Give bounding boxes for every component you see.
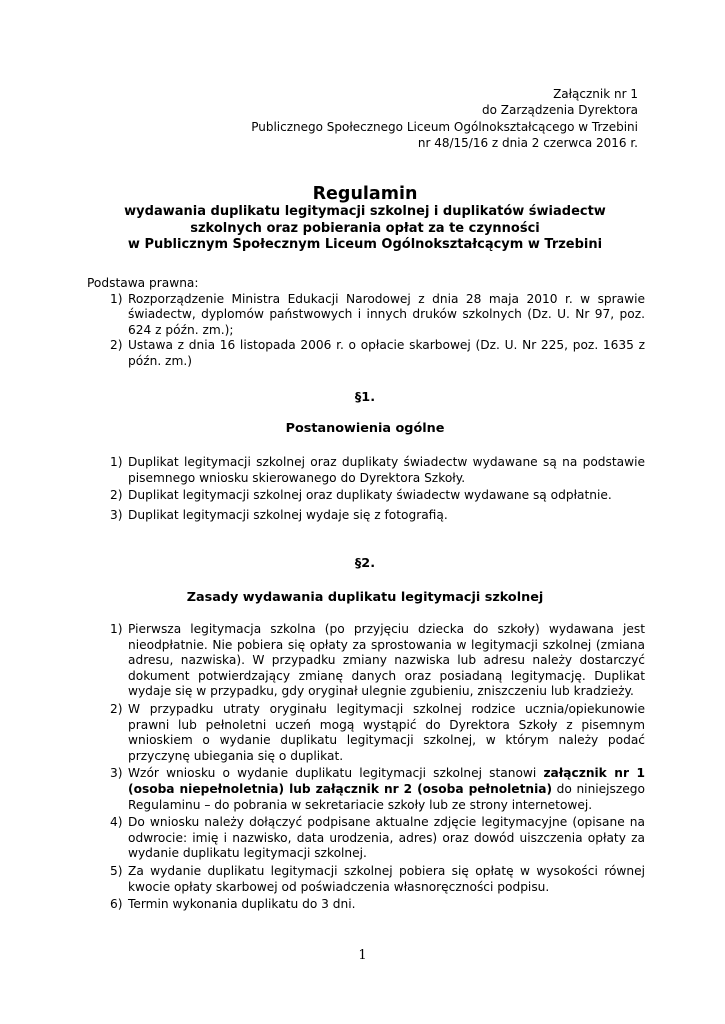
item-number: 2) — [110, 488, 123, 503]
list-item — [80, 766, 645, 813]
subtitle-line-3: w Publicznym Społecznym Liceum Ogólnokształcącym w Trzebini — [127, 237, 603, 253]
item-text: Duplikat legitymacji szkolnej oraz duplikaty świadectw wydawane są odpłatnie. — [128, 488, 612, 503]
item-number: 1) — [110, 455, 123, 469]
section-1-list — [80, 455, 645, 523]
item-number: 5) — [110, 863, 123, 878]
item-text: Rozporządzenie Ministra Edukacji Narodowej z dnia 28 maja 2010 r. w sprawie świadectw, dyplomów państwowych i innych druków szkolnych (Dz. U. Nr 97, poz. 624 z późn. zm.); — [128, 291, 645, 337]
item-text: Do wniosku należy dołączyć podpisane aktualne zdjęcie legitymacyjne (opisane na odwrocie: imię i nazwisko, data urodzenia, adres) oraz dowód uiszczenia opłaty za wydanie duplikatu legitymacji szkolnej. — [128, 815, 645, 861]
list-item — [80, 622, 645, 700]
item-number: 3) — [110, 766, 123, 781]
item-text: Ustawa z dnia 16 listopada 2006 r. o opłacie skarbowej (Dz. U. Nr 225, poz. 1635 z późn. zm.) — [128, 338, 645, 368]
annex-header — [251, 86, 638, 152]
section-1-body — [80, 455, 645, 523]
item-text: W przypadku utraty oryginału legitymacji szkolnej rodzice ucznia/opiekunowie prawni lub pełnoletni uczeń mogą wystąpić do Dyrektora Szkoły z pisemnym wnioskiem o wydanie duplikatu legitymacji szkolnej, w którym należy podać przyczynę ubiegania się o duplikat. — [128, 701, 645, 763]
annex-line-3: Publicznego Społecznego Liceum Ogólnokształcącego w Trzebini — [251, 119, 638, 134]
annex-line-2: do Zarządzenia Dyrektora — [481, 103, 638, 118]
section-2-list — [80, 622, 645, 913]
item-number: 6) — [110, 897, 123, 912]
document-title: Regulamin — [312, 184, 418, 204]
legal-basis — [80, 276, 645, 370]
legal-basis-label: Podstawa prawna: — [87, 276, 199, 290]
item-text-after: do niniejszego Regulaminu – do pobrania w sekretariacie szkoły lub ze strony internetowej. — [128, 781, 645, 812]
annex-line-1: Załącznik nr 1 — [553, 87, 638, 101]
annex-line-4: nr 48/15/16 z dnia 2 czerwca 2016 r. — [417, 136, 638, 151]
page-number: 1 — [358, 948, 367, 963]
subtitle-line-1: wydawania duplikatu legitymacji szkolnej i duplikatów świadectw — [124, 204, 606, 219]
item-number: 2) — [110, 338, 123, 353]
item-number: 3) — [110, 507, 123, 522]
item-text-bold: załącznik nr 1 (osoba niepełnoletnia) lub załącznik nr 2 (osoba pełnoletnia) — [128, 766, 645, 796]
list-item — [80, 864, 645, 895]
list-item — [80, 815, 645, 862]
item-text: Duplikat legitymacji szkolnej oraz duplikaty świadectw wydawane są na podstawie pisemnego wniosku skierowanego do Dyrektora Szkoły. — [128, 455, 645, 485]
list-item — [80, 292, 645, 339]
item-text: Duplikat legitymacji szkolnej wydaje się z fotografią. — [128, 507, 448, 522]
subtitle-line-2: szkolnych oraz pobierania opłat za te czynności — [190, 220, 540, 236]
item-text: Termin wykonania duplikatu do 3 dni. — [128, 897, 356, 912]
section-1-heading: Postanowienia ogólne — [285, 421, 445, 436]
list-item — [80, 488, 645, 504]
legal-basis-list — [80, 292, 645, 370]
item-number: 1) — [110, 622, 123, 636]
document-title-block — [80, 184, 650, 254]
list-item — [80, 508, 645, 524]
section-2-body — [80, 622, 645, 913]
item-text-before: Wzór wniosku o wydanie duplikatu legitymacji szkolnej stanowi — [128, 766, 544, 781]
section-2-heading: Zasady wydawania duplikatu legitymacji szkolnej — [186, 590, 544, 605]
section-1-mark: §1. — [354, 390, 376, 405]
item-text: Pierwsza legitymacja szkolna (po przyjęciu dziecka do szkoły) wydawana jest nieodpłatnie. Nie pobiera się opłaty za sprostowania w legitymacji szkolnej (zmiana adresu, nazwiska). W przypadku zmiany nazwiska lub adresu należy dostarczyć dokument potwierdzający zmianę danych oraz posiadaną legitymację. Duplikat wydaje się w przypadku, gdy oryginał ulegnie zgubieniu, zniszczeniu lub kradzieży. — [128, 622, 645, 699]
list-item — [80, 897, 645, 913]
item-number: 4) — [110, 815, 123, 830]
list-item — [80, 338, 645, 369]
item-text: Za wydanie duplikatu legitymacji szkolnej pobiera się opłatę w wysokości równej kwocie opłaty skarbowej od poświadczenia własnoręczności podpisu. — [128, 863, 645, 894]
section-2-mark: §2. — [354, 556, 376, 571]
item-number: 2) — [110, 701, 123, 716]
list-item — [80, 455, 645, 486]
list-item — [80, 702, 645, 764]
item-number: 1) — [110, 291, 123, 306]
